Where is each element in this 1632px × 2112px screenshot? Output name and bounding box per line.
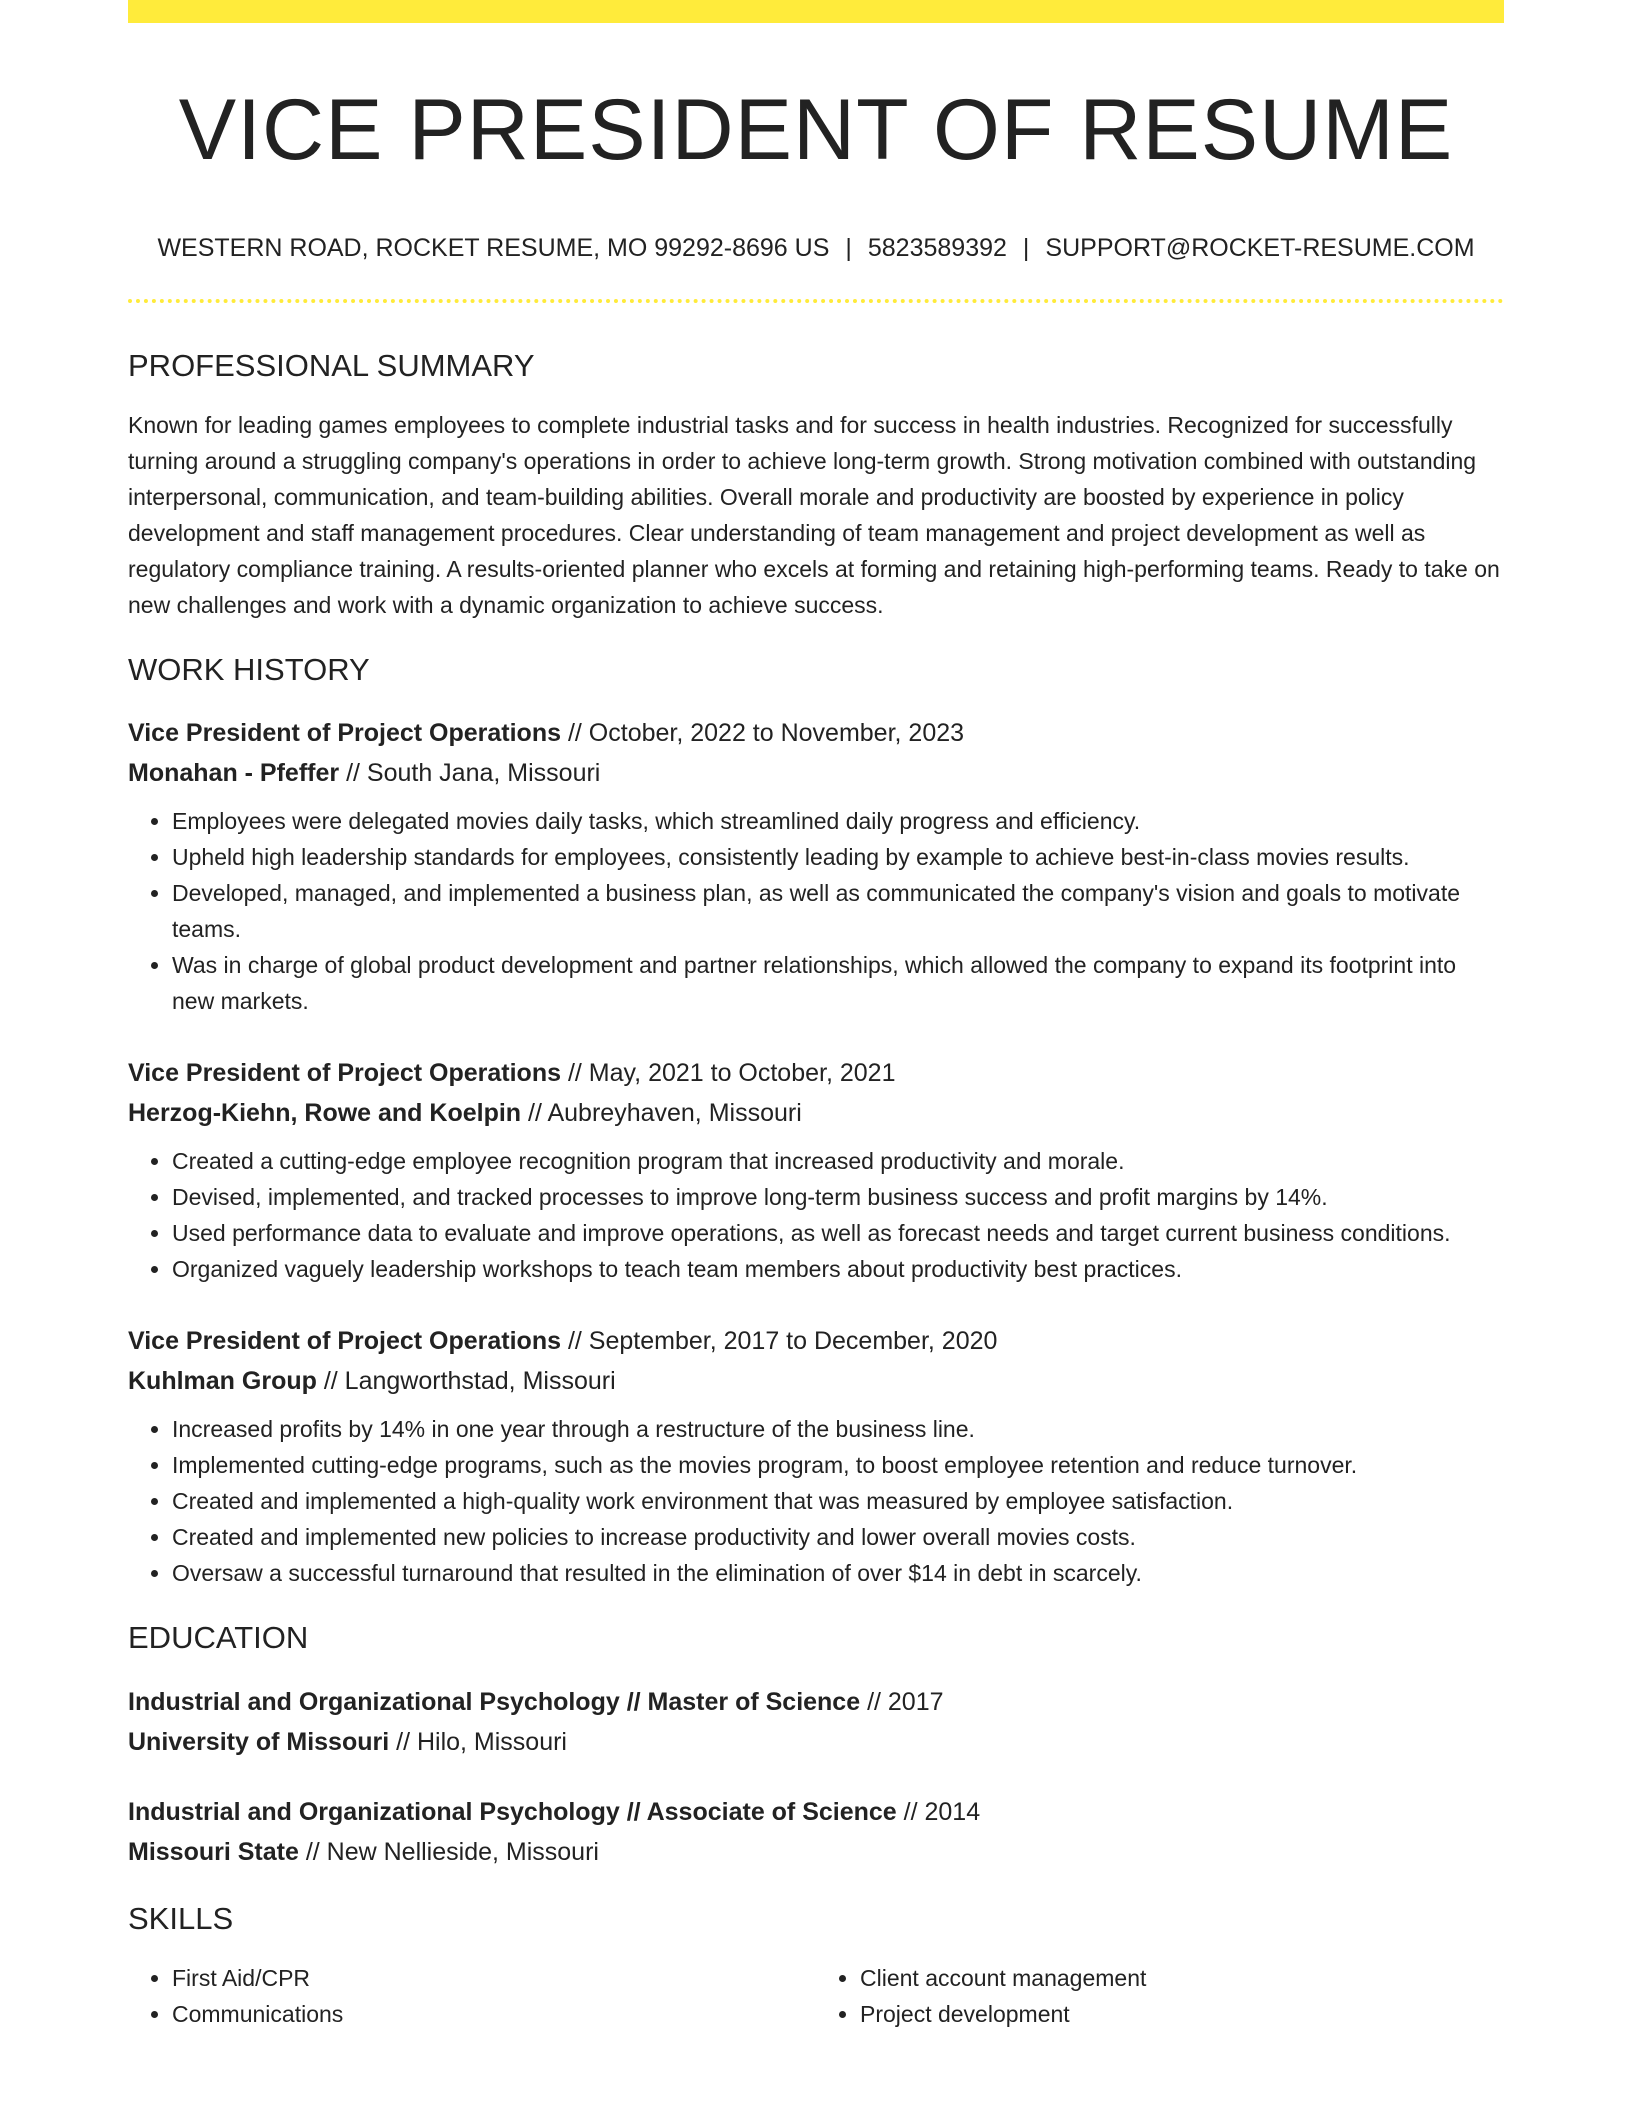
job-title-line <box>128 1321 1504 1361</box>
skill-item: • Project development <box>860 1996 1504 2032</box>
job-company-line <box>128 1093 1504 1133</box>
school-name: Missouri State <box>128 1837 299 1866</box>
contact-email[interactable]: SUPPORT@ROCKET-RESUME.COM <box>1045 234 1475 263</box>
job-dates: // September, 2017 to December, 2020 <box>561 1327 998 1356</box>
job-location: // South Jana, Missouri <box>339 759 601 788</box>
bullet-item: • Employees were delegated movies daily tasks, which streamlined daily progress and efficiency. <box>172 803 1504 839</box>
degree-name: Industrial and Organizational Psychology // Master of Science <box>128 1687 861 1716</box>
degree-name: Industrial and Organizational Psychology // Associate of Science <box>128 1797 897 1826</box>
job-entry <box>128 713 1504 1019</box>
job-role: Vice President of Project Operations <box>128 719 562 748</box>
bullet-item: • Created and implemented a high-quality work environment that was measured by employee satisfaction. <box>172 1483 1504 1519</box>
school-line <box>128 1722 1504 1762</box>
contact-separator: | <box>845 234 852 263</box>
job-company: Monahan - Pfeffer <box>128 759 340 788</box>
contact-separator: | <box>1022 234 1030 263</box>
skill-item: • Client account management <box>860 1960 1504 1996</box>
job-location: // Langworthstad, Missouri <box>316 1367 616 1396</box>
bullet-item: • Created and implemented new policies to increase productivity and lower overall movies costs. <box>172 1519 1504 1555</box>
job-role: Vice President of Project Operations <box>128 1327 562 1356</box>
job-company: Herzog-Kiehn, Rowe and Koelpin <box>128 1099 522 1128</box>
education-entry <box>128 1682 1504 1762</box>
job-bullets <box>128 803 1504 1019</box>
skills-heading: SKILLS <box>128 1900 234 1936</box>
resume-page <box>128 0 1504 2032</box>
education-entry <box>128 1792 1504 1872</box>
bullet-item: • Organized vaguely leadership workshops to teach team members about productivity best practices. <box>172 1251 1504 1287</box>
job-dates: // May, 2021 to October, 2021 <box>561 1059 896 1088</box>
job-entry <box>128 1053 1504 1287</box>
job-title-line <box>128 713 1504 753</box>
skills-columns <box>128 1960 1504 2032</box>
school-location: // Hilo, Missouri <box>389 1727 567 1756</box>
contact-phone: 5823589392 <box>867 234 1007 263</box>
summary-text: Known for leading games employees to complete industrial tasks and for success in health industries. Recognized for successfully turning around a struggling company's operations in order to achieve long-term growth. Strong motivation combined with outstanding interpersonal, communication, and team-building abilities. Overall morale and productivity are boosted by experience in policy development and staff management procedures. Clear understanding of team management and project development as well as regulatory compliance training. A results-oriented planner who excels at forming and retaining high-performing teams. Ready to take on new challenges and work with a dynamic organization to achieve success. <box>128 412 1500 619</box>
resume-title: VICE PRESIDENT OF RESUME <box>178 82 1454 178</box>
bullet-item: • Was in charge of global product development and partner relationships, which allowed the company to expand its footprint into new markets. <box>172 947 1504 1019</box>
school-location: // New Nellieside, Missouri <box>298 1837 599 1866</box>
school-line <box>128 1832 1504 1872</box>
degree-line <box>128 1682 1504 1722</box>
contact-line <box>128 233 1504 263</box>
bullet-item: • Used performance data to evaluate and improve operations, as well as forecast needs and target current business conditions. <box>172 1215 1504 1251</box>
job-location: // Aubreyhaven, Missouri <box>521 1099 802 1128</box>
job-company-line <box>128 753 1504 793</box>
bullet-item: • Devised, implemented, and tracked processes to improve long-term business success and profit margins by 14%. <box>172 1179 1504 1215</box>
education-heading: EDUCATION <box>128 1620 309 1656</box>
school-name: University of Missouri <box>128 1727 390 1756</box>
work-heading: WORK HISTORY <box>128 652 370 688</box>
bullet-item: • Implemented cutting-edge programs, such as the movies program, to boost employee retention and reduce turnover. <box>172 1447 1504 1483</box>
skills-left-list <box>128 1960 816 2032</box>
bullet-item: • Created a cutting-edge employee recognition program that increased productivity and morale. <box>172 1143 1504 1179</box>
job-bullets <box>128 1411 1504 1591</box>
job-title-line <box>128 1053 1504 1093</box>
job-role: Vice President of Project Operations <box>128 1059 562 1088</box>
contact-address: WESTERN ROAD, ROCKET RESUME, MO 99292-8696 US <box>157 234 830 263</box>
job-bullets <box>128 1143 1504 1287</box>
job-entry <box>128 1321 1504 1591</box>
skill-item: • Communications <box>172 1996 816 2032</box>
accent-bar <box>128 0 1504 23</box>
degree-year: // 2014 <box>896 1797 981 1826</box>
job-company-line <box>128 1361 1504 1401</box>
bullet-item: • Upheld high leadership standards for employees, consistently leading by example to achieve best-in-class movies results. <box>172 839 1504 875</box>
job-company: Kuhlman Group <box>128 1367 317 1396</box>
bullet-item: • Oversaw a successful turnaround that resulted in the elimination of over $14 in debt in scarcely. <box>172 1555 1504 1591</box>
skills-right-list <box>816 1960 1504 2032</box>
summary-heading: PROFESSIONAL SUMMARY <box>128 348 535 384</box>
skill-item: • First Aid/CPR <box>172 1960 816 1996</box>
degree-year: // 2017 <box>860 1687 944 1716</box>
dotted-divider <box>128 299 1504 303</box>
bullet-item: • Developed, managed, and implemented a business plan, as well as communicated the company's vision and goals to motivate teams. <box>172 875 1504 947</box>
degree-line <box>128 1792 1504 1832</box>
bullet-item: • Increased profits by 14% in one year through a restructure of the business line. <box>172 1411 1504 1447</box>
job-dates: // October, 2022 to November, 2023 <box>561 719 965 748</box>
